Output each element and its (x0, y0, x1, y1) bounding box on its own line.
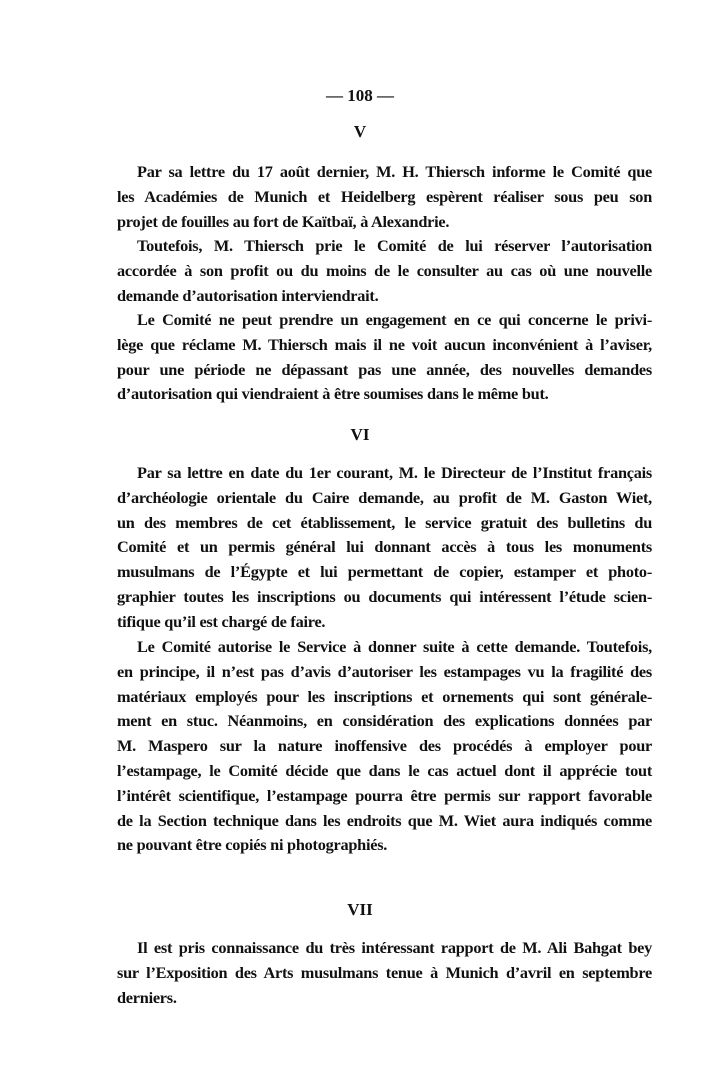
text-line: lège que réclame M. Thiersch mais il ne voit aucun inconvénient à l’aviser, (117, 334, 652, 354)
text-line: derniers. (117, 987, 177, 1007)
text-line: pour une période ne dépassant pas une année, des nouvelles demandes (117, 359, 652, 379)
text-line: un des membres de cet établissement, le service gratuit des bulletins du (117, 512, 652, 532)
text-line: demande d’autorisation interviendrait. (117, 285, 379, 305)
text-line: en principe, il n’est pas d’avis d’autoriser les estampages vu la fragilité des (117, 661, 652, 681)
text-line: l’estampage, le Comité décide que dans le cas actuel dont il apprécie tout (117, 761, 652, 780)
text-line: tifique qu’il est chargé de faire. (117, 611, 326, 631)
text-line: musulmans de l’Égypte et lui permettant de copier, estamper et photo- (117, 562, 652, 582)
text-line: Par sa lettre du 17 août dernier, M. H. Thiersch informe le Comité que (137, 162, 652, 181)
text-line: l’intérêt scientifique, l’estampage pourra être permis sur rapport favorable (117, 785, 652, 805)
text-line: de la Section technique dans les endroits que M. Wiet aura indiqués comme (117, 810, 652, 830)
section-heading: VII (347, 900, 373, 919)
text-line: projet de fouilles au fort de Kaïtbaï, à Alexandrie. (117, 211, 450, 231)
text-line: Le Comité autorise le Service à donner suite à cette demande. Toutefois, (137, 637, 652, 656)
text-line: Par sa lettre en date du 1er courant, M. le Directeur de l’Institut français (137, 463, 652, 482)
text-line: Toutefois, M. Thiersch prie le Comité de lui réserver l’autorisation (137, 236, 652, 255)
text-line: sur l’Exposition des Arts musulmans tenue à Munich d’avril en septembre (117, 962, 652, 982)
section-heading: VI (350, 425, 370, 444)
text-line: M. Maspero sur la nature inoffensive des procédés à employer pour (117, 736, 652, 756)
section-heading: V (353, 122, 367, 141)
text-line: d’autorisation qui viendraient à être soumises dans le même but. (117, 384, 549, 404)
text-line: d’archéologie orientale du Caire demande, au profit de M. Gaston Wiet, (117, 487, 652, 507)
text-line: les Académies de Munich et Heidelberg espèrent réaliser sous peu son (117, 186, 652, 206)
text-line: matériaux employés pour les inscriptions et ornements qui sont générale- (117, 686, 652, 706)
text-line: ne pouvant être copiés ni photographiés. (117, 835, 388, 855)
text-line: Comité et un permis général lui donnant accès à tous les monuments (117, 537, 652, 557)
page-number: — 108 — (326, 86, 394, 105)
text-line: ment en stuc. Néanmoins, en considération des explications données par (117, 711, 652, 731)
text-line: accordée à son profit ou du moins de le consulter au cas où une nouvelle (117, 260, 652, 280)
text-line: graphier toutes les inscriptions ou documents qui intéressent l’étude scien- (117, 587, 652, 606)
text-line: Il est pris connaissance du très intéressant rapport de M. Ali Bahgat bey (137, 938, 652, 957)
text-line: Le Comité ne peut prendre un engagement en ce qui concerne le privi- (137, 310, 652, 329)
